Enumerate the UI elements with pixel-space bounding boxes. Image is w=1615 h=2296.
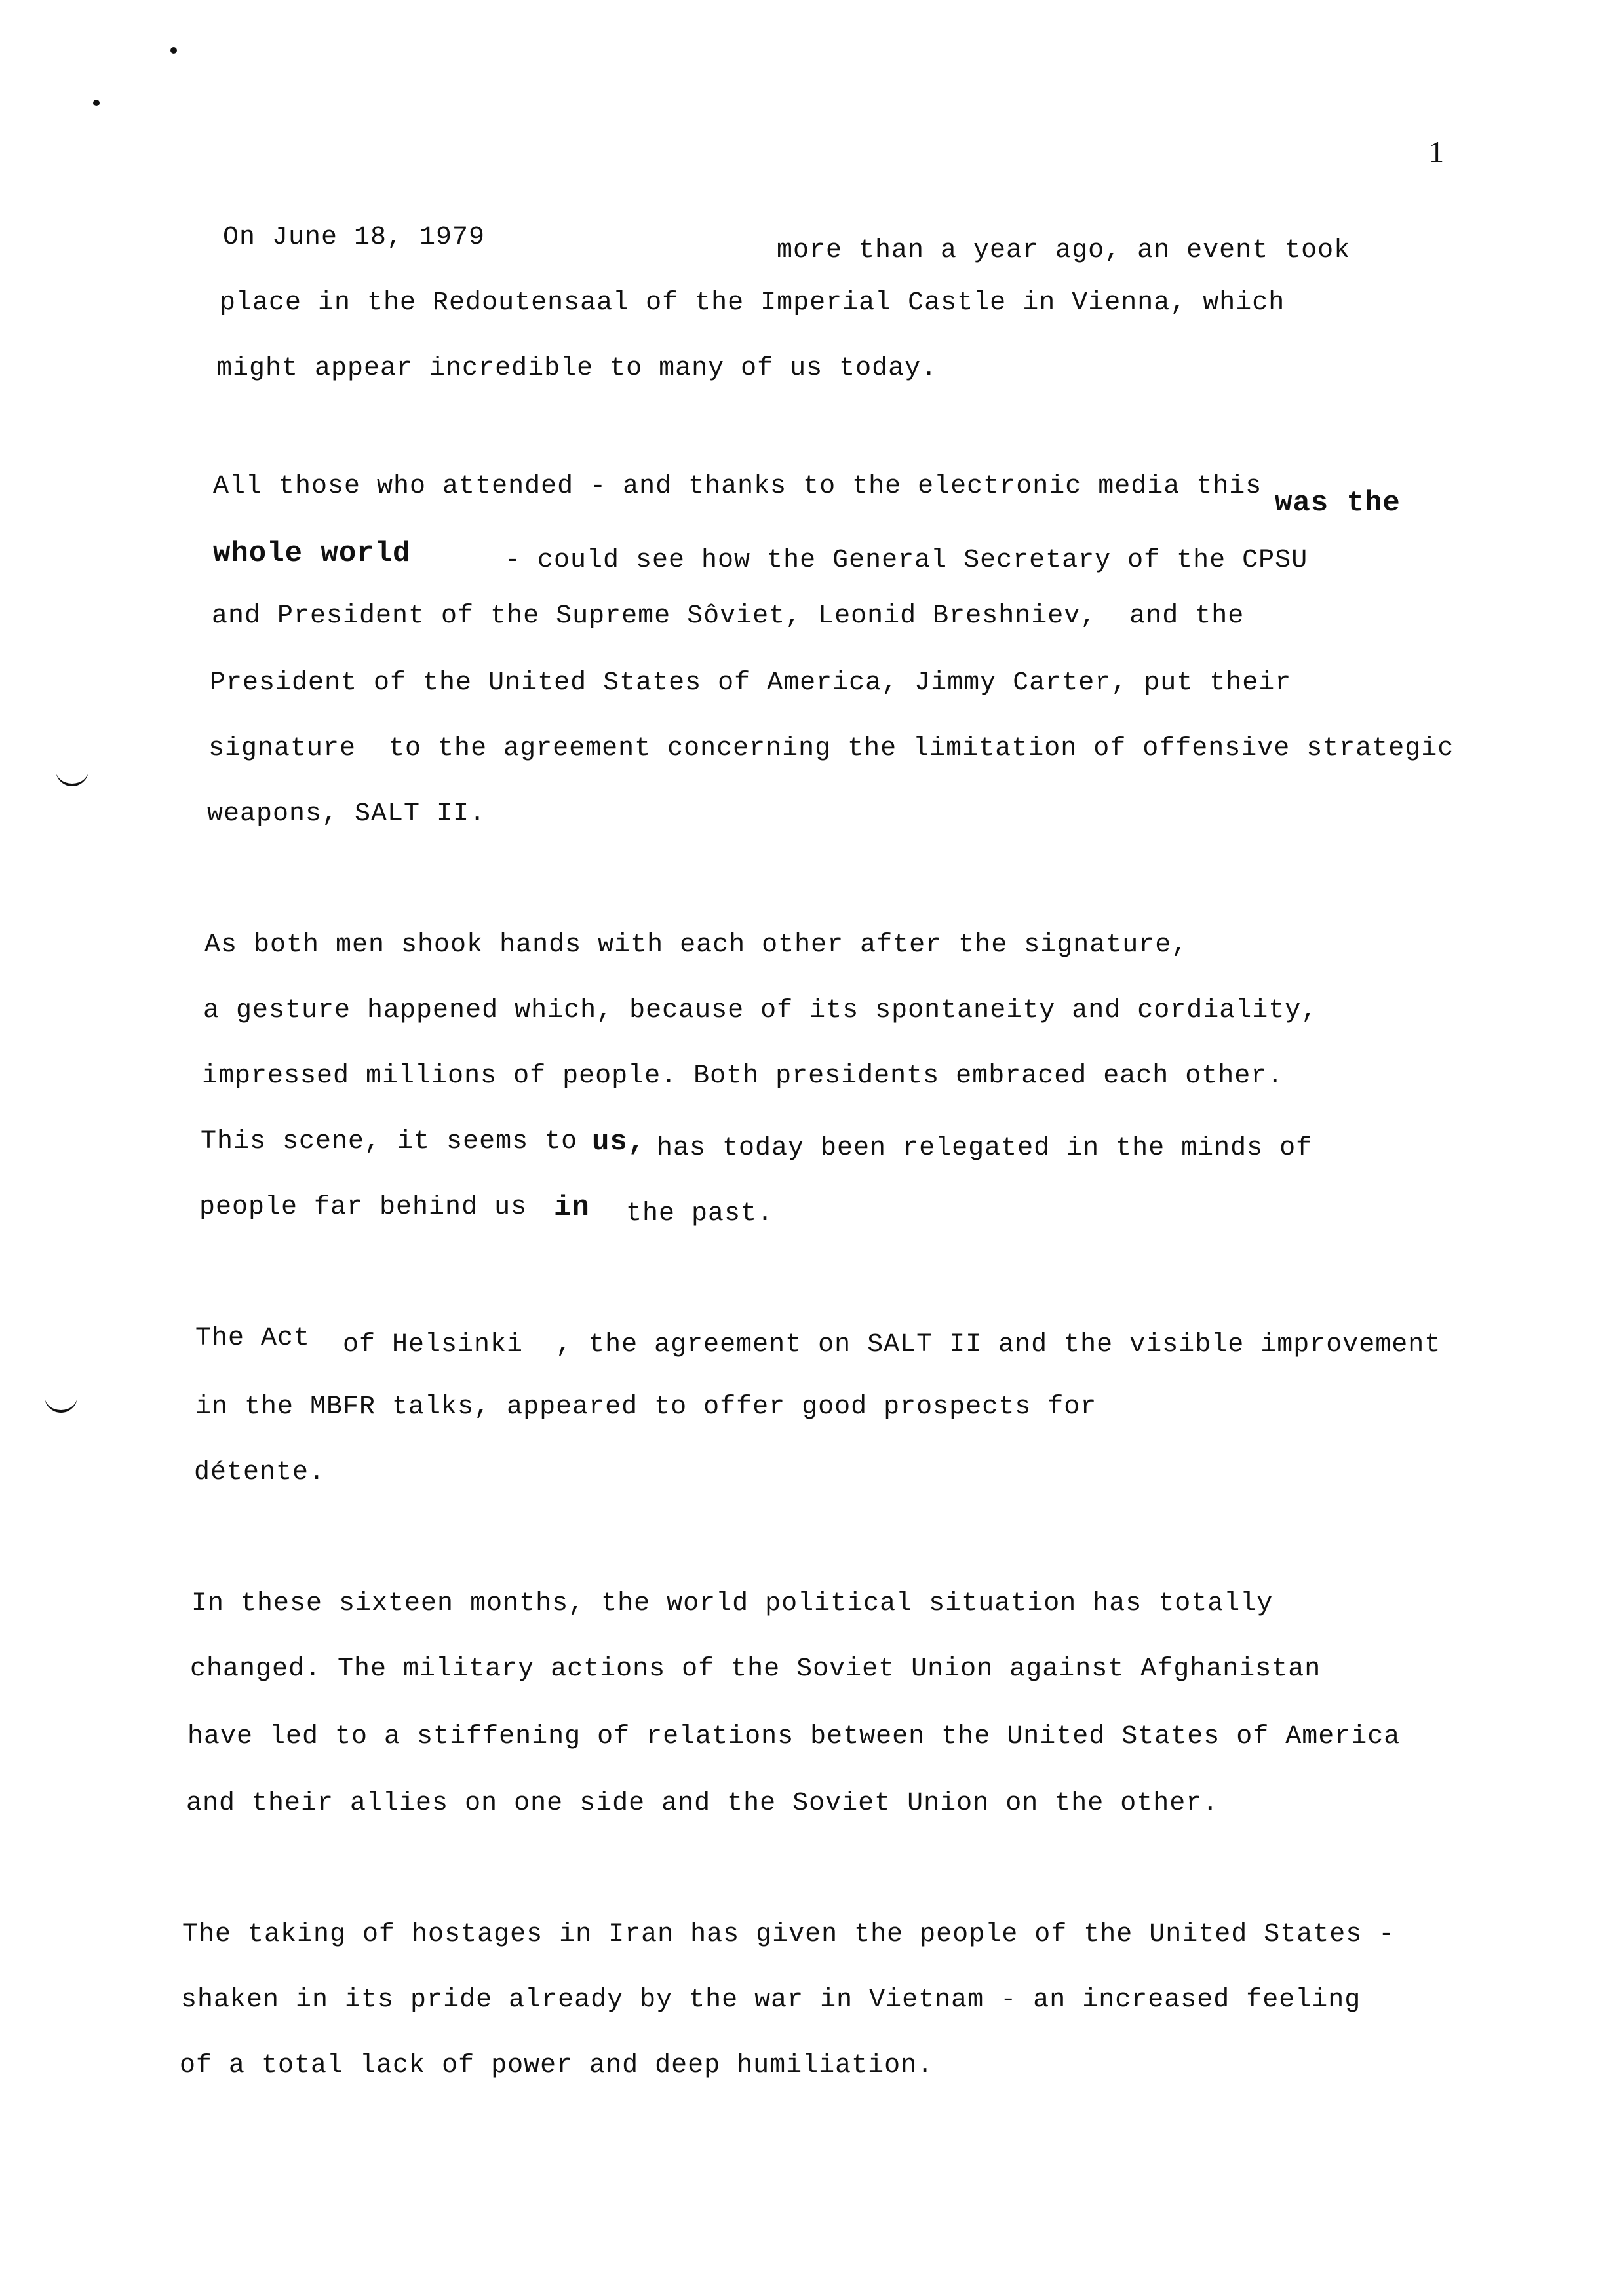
text-line: The Act (195, 1324, 311, 1353)
text-line: was the (1275, 487, 1401, 520)
text-line: in (554, 1191, 590, 1224)
text-line: This scene, it seems to (201, 1127, 578, 1157)
text-line: On June 18, 1979 (223, 223, 486, 252)
page-number: 1 (1429, 135, 1444, 168)
text-line: signature to the agreement concerning the limitation of offensive strategic (208, 734, 1454, 763)
text-line: has today been relegated in the minds of (657, 1134, 1313, 1163)
text-line: of Helsinki , the agreement on SALT II and the visible improvement (343, 1330, 1441, 1360)
text-line: in the MBFR talks, appeared to offer good prospects for (195, 1392, 1097, 1422)
text-line: us, (592, 1126, 646, 1158)
text-line: - could see how the General Secretary of the CPSU (505, 546, 1308, 575)
text-line: changed. The military actions of the Soviet Union against Afghanistan (190, 1655, 1321, 1684)
margin-mark (45, 1394, 77, 1413)
punch-dot (170, 47, 177, 54)
margin-mark (56, 768, 88, 786)
text-line: shaken in its pride already by the war in Vietnam - an increased feeling (181, 1985, 1361, 2015)
text-line: the past. (626, 1199, 774, 1229)
text-line: people far behind us (199, 1193, 528, 1222)
text-line: All those who attended - and thanks to the electronic media this (213, 472, 1262, 501)
text-line: The taking of hostages in Iran has given the people of the United States - (182, 1920, 1395, 1949)
text-line: have led to a stiffening of relations between the United States of America (187, 1722, 1401, 1751)
text-line: In these sixteen months, the world political situation has totally (191, 1589, 1274, 1618)
text-line: and their allies on one side and the Soviet Union on the other. (186, 1789, 1219, 1818)
punch-dot (93, 100, 100, 106)
text-line: détente. (194, 1458, 326, 1487)
text-line: weapons, SALT II. (207, 799, 486, 829)
text-line: place in the Redoutensaal of the Imperial Castle in Vienna, which (220, 288, 1285, 318)
text-line: whole world (213, 537, 411, 570)
text-line: President of the United States of America, Jimmy Carter, put their (210, 668, 1292, 698)
text-line: and President of the Supreme Sôviet, Leonid Breshniev, and the (212, 602, 1245, 631)
text-line: more than a year ago, an event took (777, 236, 1351, 265)
text-line: As both men shook hands with each other after the signature, (204, 930, 1188, 960)
text-line: might appear incredible to many of us today. (216, 354, 938, 383)
text-line: impressed millions of people. Both presidents embraced each other. (202, 1062, 1284, 1091)
text-line: of a total lack of power and deep humiliation. (180, 2051, 934, 2080)
text-line: a gesture happened which, because of its spontaneity and cordiality, (203, 996, 1318, 1025)
